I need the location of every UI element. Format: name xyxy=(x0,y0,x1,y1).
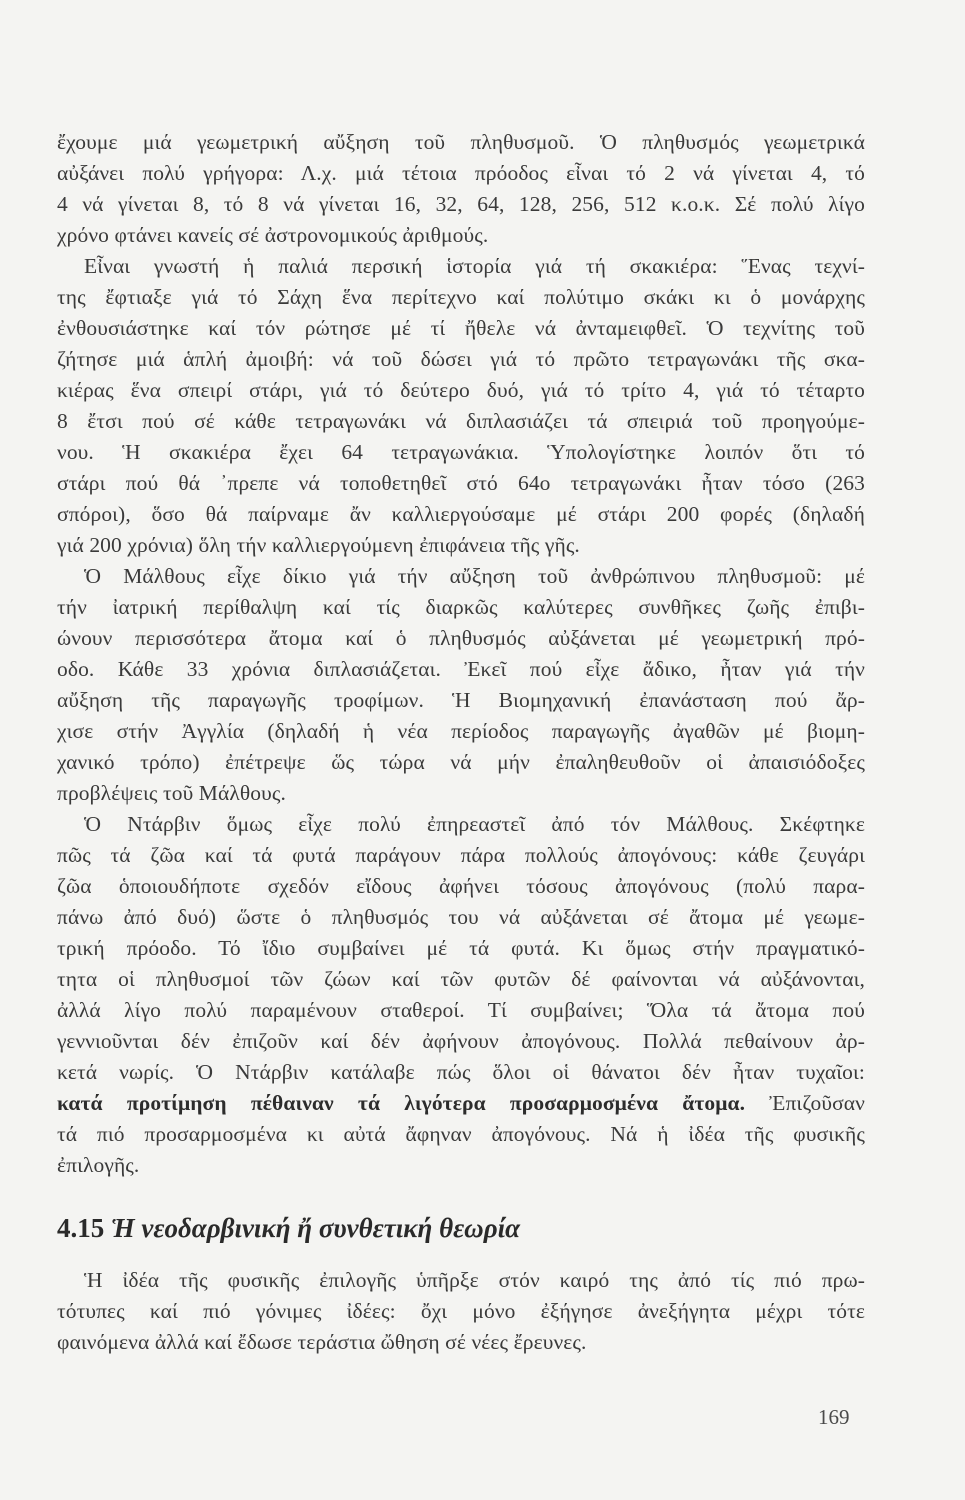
text-line: ἐνθουσιάστηκε καί τόν ρώτησε μέ τί ἤθελε νά ἀνταμειφθεῖ. Ὁ τεχνίτης τοῦ xyxy=(57,316,865,340)
text-line: ἀλλά λίγο πολύ παραμένουν σταθεροί. Τί συμβαίνει; Ὅλα τά ἄτομα πού xyxy=(57,998,865,1022)
text-line: χανικό τρόπο) ἐπέτρεψε ὥς τώρα νά μήν ἐπαληθευθοῦν οἱ ἀπαισιόδοξες xyxy=(57,750,865,774)
text-line: αὔξηση τῆς παραγωγῆς τροφίμων. Ἡ Βιομηχανική ἐπανάσταση πού ἄρ- xyxy=(57,688,865,712)
text-line: ἐπιλογῆς. xyxy=(57,1153,140,1177)
text-line: κετά νωρίς. Ὁ Ντάρβιν κατάλαβε πώς ὅλοι οἱ θάνατοι δέν ἦταν τυχαῖοι: xyxy=(57,1060,865,1084)
text-line: ζῶα ὁποιουδήποτε σχεδόν εἴδους ἀφήνει τόσους ἀπογόνους (πολύ παρα- xyxy=(57,874,865,898)
text-line: ζήτησε μιά ἁπλή ἀμοιβή: νά τοῦ δώσει γιά τό πρῶτο τετραγωνάκι τῆς σκα- xyxy=(57,347,865,371)
text-line: τρική πρόοδο. Τό ἴδιο συμβαίνει μέ τά φυτά. Κι ὅμως στήν πραγματικό- xyxy=(57,936,865,960)
text-line: κιέρας ἕνα σπειρί στάρι, γιά τό δεύτερο δυό, γιά τό τρίτο 4, γιά τό τέταρτο xyxy=(57,378,865,402)
text-line: ἔχουμε μιά γεωμετρική αὔξηση τοῦ πληθυσμοῦ. Ὁ πληθυσμός γεωμετρικά xyxy=(57,130,865,154)
text-line: γιά 200 χρόνια) ὅλη τήν καλλιεργούμενη ἐπιφάνεια τῆς γῆς. xyxy=(57,533,580,557)
text-line: Ὁ Μάλθους εἶχε δίκιο γιά τήν αὔξηση τοῦ ἀνθρώπινου πληθυσμοῦ: μέ xyxy=(84,564,865,588)
text-line: τά πιό προσαρμοσμένα κι αὐτά ἄφηναν ἀπογόνους. Νά ἡ ἰδέα τῆς φυσικῆς xyxy=(57,1122,865,1146)
text-line: πάνω ἀπό δυό) ὥστε ὁ πληθυσμός του νά αὐξάνεται σέ ἄτομα μέ γεωμε- xyxy=(57,905,865,929)
bold-phrase: κατά προτίμηση πέθαιναν τά λιγότερα προσαρμοσμένα ἄτομα. xyxy=(57,1091,746,1115)
text-line: χρόνο φτάνει κανείς σέ ἀστρονομικούς ἀριθμούς. xyxy=(57,223,489,247)
section-number: 4.15 xyxy=(57,1213,105,1243)
text-line: πῶς τά ζῶα καί τά φυτά παράγουν πάρα πολλούς ἀπογόνους: κάθε ζευγάρι xyxy=(57,843,865,867)
text-line: αὐξάνει πολύ γρήγορα: Λ.χ. μιά τέτοια πρόοδος εἶναι τό 2 νά γίνεται 4, τό xyxy=(57,161,865,185)
text-line: τητα οἱ πληθυσμοί τῶν ζώων καί τῶν φυτῶν δέ φαίνονται νά αὐξάνονται, xyxy=(57,967,865,991)
text-line: στάρι πού θά ᾽πρεπε νά τοποθετηθεῖ στό 64ο τετραγωνάκι ἦταν τόσο (263 xyxy=(57,471,865,495)
section-title: Ἡ νεοδαρβινική ἤ συνθετική θεωρία xyxy=(111,1213,521,1243)
text-line-tail: Ἐπιζοῦσαν xyxy=(769,1091,865,1115)
text-line: της ἔφτιαξε γιά τό Σάχη ἕνα περίτεχνο καί πολύτιμο σκάκι κι ὁ μονάρχης xyxy=(57,285,865,309)
text-line-with-bold xyxy=(57,1088,865,1118)
text-line: Ὁ Ντάρβιν ὅμως εἶχε πολύ ἐπηρεαστεῖ ἀπό τόν Μάλθους. Σκέφτηκε xyxy=(84,812,865,836)
text-line: γεννιοῦνται δέν ἐπιζοῦν καί δέν ἀφήνουν ἀπογόνους. Πολλά πεθαίνουν ἀρ- xyxy=(57,1029,865,1053)
section-heading xyxy=(57,1208,865,1248)
text-line: τότυπες καί πιό γόνιμες ἰδέες: ὄχι μόνο ἐξήγησε ἀνεξήγητα μέχρι τότε xyxy=(57,1299,865,1323)
text-line: νου. Ἡ σκακιέρα ἔχει 64 τετραγωνάκια. Ὑπολογίστηκε λοιπόν ὅτι τό xyxy=(57,440,865,464)
text-line: ώνουν περισσότερα ἄτομα καί ὁ πληθυσμός αὐξάνεται μέ γεωμετρική πρό- xyxy=(57,626,865,650)
text-line: προβλέψεις τοῦ Μάλθους. xyxy=(57,781,286,805)
text-line: τήν ἰατρική περίθαλψη καί τίς διαρκῶς καλύτερες συνθῆκες ζωῆς ἐπιβι- xyxy=(57,595,865,619)
text-line: φαινόμενα ἀλλά καί ἔδωσε τεράστια ὤθηση σέ νέες ἔρευνες. xyxy=(57,1330,587,1354)
text-line: χισε στήν Ἀγγλία (δηλαδή ἡ νέα περίοδος παραγωγῆς ἀγαθῶν μέ βιομη- xyxy=(57,719,865,743)
text-line: 4 νά γίνεται 8, τό 8 νά γίνεται 16, 32, 64, 128, 256, 512 κ.ο.κ. Σέ πολύ λίγο xyxy=(57,192,865,216)
text-line: 8 ἔτσι πού σέ κάθε τετραγωνάκι νά διπλασιάζει τά σπειριά τοῦ προηγούμε- xyxy=(57,409,865,433)
text-line: Εἶναι γνωστή ἡ παλιά περσική ἱστορία γιά τή σκακιέρα: Ἕνας τεχνί- xyxy=(84,254,865,278)
text-line: σπόροι), ὅσο θά παίρναμε ἄν καλλιεργούσαμε μέ στάρι 200 φορές (δηλαδή xyxy=(57,502,865,526)
text-line: οδο. Κάθε 33 χρόνια διπλασιάζεται. Ἐκεῖ πού εἶχε ἄδικο, ἦταν γιά τήν xyxy=(57,657,865,681)
text-line: Ἡ ἰδέα τῆς φυσικῆς ἐπιλογῆς ὑπῆρξε στόν καιρό της ἀπό τίς πιό πρω- xyxy=(84,1268,865,1292)
page-number: 169 xyxy=(818,1405,850,1429)
